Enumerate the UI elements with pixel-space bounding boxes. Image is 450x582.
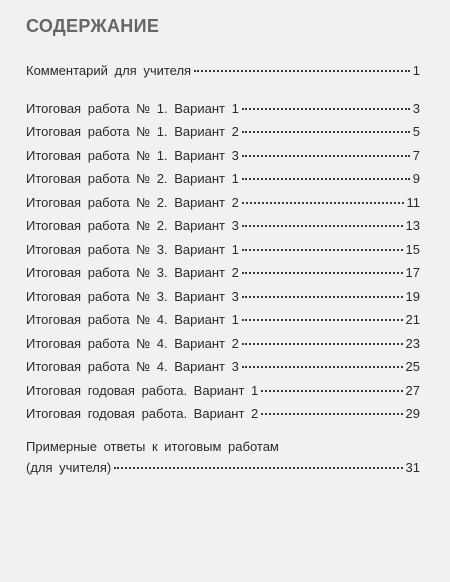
- dot-leader: [242, 343, 403, 345]
- toc-entry-label: Итоговая работа № 4. Вариант 3: [26, 359, 239, 374]
- toc-entry[interactable]: [26, 124, 420, 148]
- dot-leader: [242, 319, 403, 321]
- toc-entry-label: Итоговая работа № 1. Вариант 3: [26, 147, 239, 163]
- toc-page-number: 19: [405, 288, 420, 304]
- toc-page-number: 25: [405, 359, 420, 374]
- toc-entry-label: Примерные ответы к итоговым работам: [26, 438, 279, 454]
- dot-leader: [242, 249, 403, 251]
- dot-leader: [242, 108, 410, 110]
- toc-entry-label: Итоговая годовая работа. Вариант 1: [26, 382, 259, 398]
- dot-leader: [242, 202, 404, 204]
- toc-page-number: 29: [405, 406, 420, 421]
- toc-entry-label: (для учителя): [26, 459, 112, 475]
- toc-entry[interactable]: [26, 242, 420, 266]
- toc-entry[interactable]: [26, 336, 420, 360]
- toc-entry[interactable]: [26, 195, 420, 219]
- dot-leader: [242, 366, 403, 368]
- toc-entry-label: Итоговая работа № 2. Вариант 1: [26, 171, 239, 186]
- toc-entry-label: Итоговая работа № 4. Вариант 1: [26, 312, 239, 327]
- toc-page-number: 15: [405, 241, 420, 257]
- toc-entry[interactable]: [26, 406, 420, 430]
- dot-leader: [114, 467, 402, 469]
- dot-leader: [242, 225, 403, 227]
- toc-entry[interactable]: [26, 218, 420, 242]
- dot-leader: [261, 413, 402, 415]
- page-title: СОДЕРЖАНИЕ: [26, 16, 160, 36]
- toc-page-number: 11: [406, 194, 420, 210]
- dot-leader: [242, 178, 410, 180]
- toc-page-number: 13: [405, 218, 420, 233]
- toc-page-number: 21: [405, 312, 420, 327]
- toc-entry-label: Итоговая работа № 4. Вариант 2: [26, 335, 239, 351]
- dot-leader: [242, 131, 410, 133]
- toc-page-number: 23: [405, 335, 420, 351]
- toc-page-number: 7: [412, 147, 420, 163]
- toc-entry-label: Итоговая работа № 2. Вариант 2: [26, 194, 239, 210]
- toc-page-number: 3: [412, 100, 420, 116]
- toc-entry-label: Итоговая работа № 3. Вариант 1: [26, 241, 239, 257]
- dot-leader: [242, 272, 403, 274]
- toc-entry[interactable]: [26, 312, 420, 336]
- toc-entry[interactable]: [26, 171, 420, 195]
- toc-entry-label: Итоговая работа № 1. Вариант 1: [26, 100, 239, 116]
- toc-page-number: 31: [405, 459, 420, 475]
- toc-page-number: 1: [412, 63, 420, 78]
- toc-entry-label: Итоговая годовая работа. Вариант 2: [26, 406, 259, 421]
- toc-entry-label: Итоговая работа № 3. Вариант 3: [26, 288, 239, 304]
- toc-entry[interactable]: [26, 383, 420, 407]
- toc-entry[interactable]: [26, 289, 420, 313]
- dot-leader: [242, 296, 403, 298]
- section-spacer: [26, 430, 420, 439]
- toc-entry-continuation: [26, 460, 420, 484]
- toc-entry-answers[interactable]: [26, 439, 420, 484]
- table-of-contents: [26, 63, 420, 483]
- toc-entry-label: Комментарий для учителя: [26, 63, 192, 78]
- toc-page-number: 9: [412, 171, 420, 186]
- dot-leader: [261, 390, 402, 392]
- dot-leader: [242, 155, 410, 157]
- toc-entry[interactable]: [26, 148, 420, 172]
- dot-leader: [194, 70, 410, 72]
- toc-entry[interactable]: [26, 359, 420, 383]
- toc-page-number: 27: [405, 382, 420, 398]
- toc-page-number: 5: [412, 124, 420, 139]
- toc-entry-intro[interactable]: [26, 63, 420, 87]
- toc-entry[interactable]: [26, 265, 420, 289]
- toc-entry[interactable]: [26, 101, 420, 125]
- toc-entry-label: Итоговая работа № 1. Вариант 2: [26, 124, 239, 139]
- toc-entry-label: Итоговая работа № 2. Вариант 3: [26, 218, 239, 233]
- section-spacer: [26, 87, 420, 101]
- toc-entry-label: Итоговая работа № 3. Вариант 2: [26, 265, 239, 280]
- toc-page-number: 17: [405, 265, 420, 280]
